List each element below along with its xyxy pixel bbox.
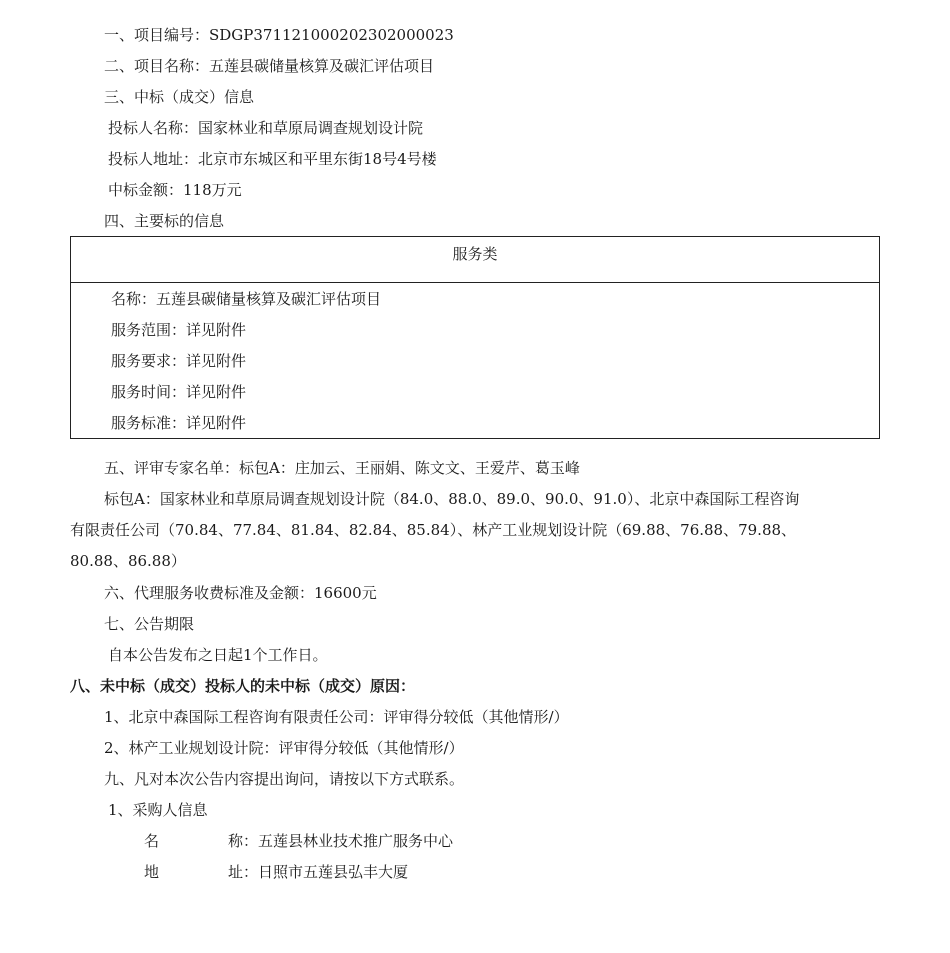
table-row: 服务范围：详见附件 [111,321,247,339]
table-row: 服务要求：详见附件 [111,352,247,370]
notice-period-heading: 七、公告期限 [104,615,195,633]
experts-scores-line2: 有限责任公司（70.84、77.84、81.84、82.84、85.84）、林产工业规划设计院（69.88、76.88、79.88、 [70,521,797,539]
agency-fee: 六、代理服务收费标准及金额：16600元 [104,584,377,602]
bid-amount: 中标金额：118万元 [108,181,242,199]
table-row: 服务标准：详见附件 [111,414,247,432]
table-row: 服务时间：详见附件 [111,383,247,401]
project-number: 一、项目编号：SDGP371121000202302000023 [104,26,454,44]
service-table [70,236,880,439]
unsuccessful-reason: 2、林产工业规划设计院：评审得分较低（其他情形/） [104,739,464,757]
experts-scores-line3: 80.88、86.88） [70,552,186,570]
table-row: 名称：五莲县碳储量核算及碳汇评估项目 [111,290,382,308]
inquiry-heading: 九、凡对本次公告内容提出询问，请按以下方式联系。 [104,770,465,788]
experts-scores-line1: 标包A：国家林业和草原局调查规划设计院（84.0、88.0、89.0、90.0、91.0）、北京中森国际工程咨询 [104,490,800,508]
unsuccessful-heading: 八、未中标（成交）投标人的未中标（成交）原因： [70,677,416,695]
bidder-address: 投标人地址：北京市东城区和平里东街18号4号楼 [108,150,437,168]
experts-list: 五、评审专家名单：标包A：庄加云、王丽娟、陈文文、王爱芹、葛玉峰 [104,459,580,477]
service-table-header [71,237,879,283]
purchaser-address: 址：日照市五莲县弘丰大厦 [228,863,409,881]
project-name: 二、项目名称：五莲县碳储量核算及碳汇评估项目 [104,57,435,75]
purchaser-heading: 1、采购人信息 [108,801,208,819]
bidder-name: 投标人名称：国家林业和草原局调查规划设计院 [108,119,424,137]
purchaser-name: 称：五莲县林业技术推广服务中心 [228,832,454,850]
service-table-header-label: 服务类 [452,245,498,263]
notice-period-detail: 自本公告发布之日起1个工作日。 [108,646,328,664]
winning-info-heading: 三、中标（成交）信息 [104,88,255,106]
purchaser-address-label: 地 [144,863,160,881]
purchaser-name-label: 名 [144,832,160,850]
main-subject-heading: 四、主要标的信息 [104,212,225,230]
unsuccessful-reason: 1、北京中森国际工程咨询有限责任公司：评审得分较低（其他情形/） [104,708,569,726]
